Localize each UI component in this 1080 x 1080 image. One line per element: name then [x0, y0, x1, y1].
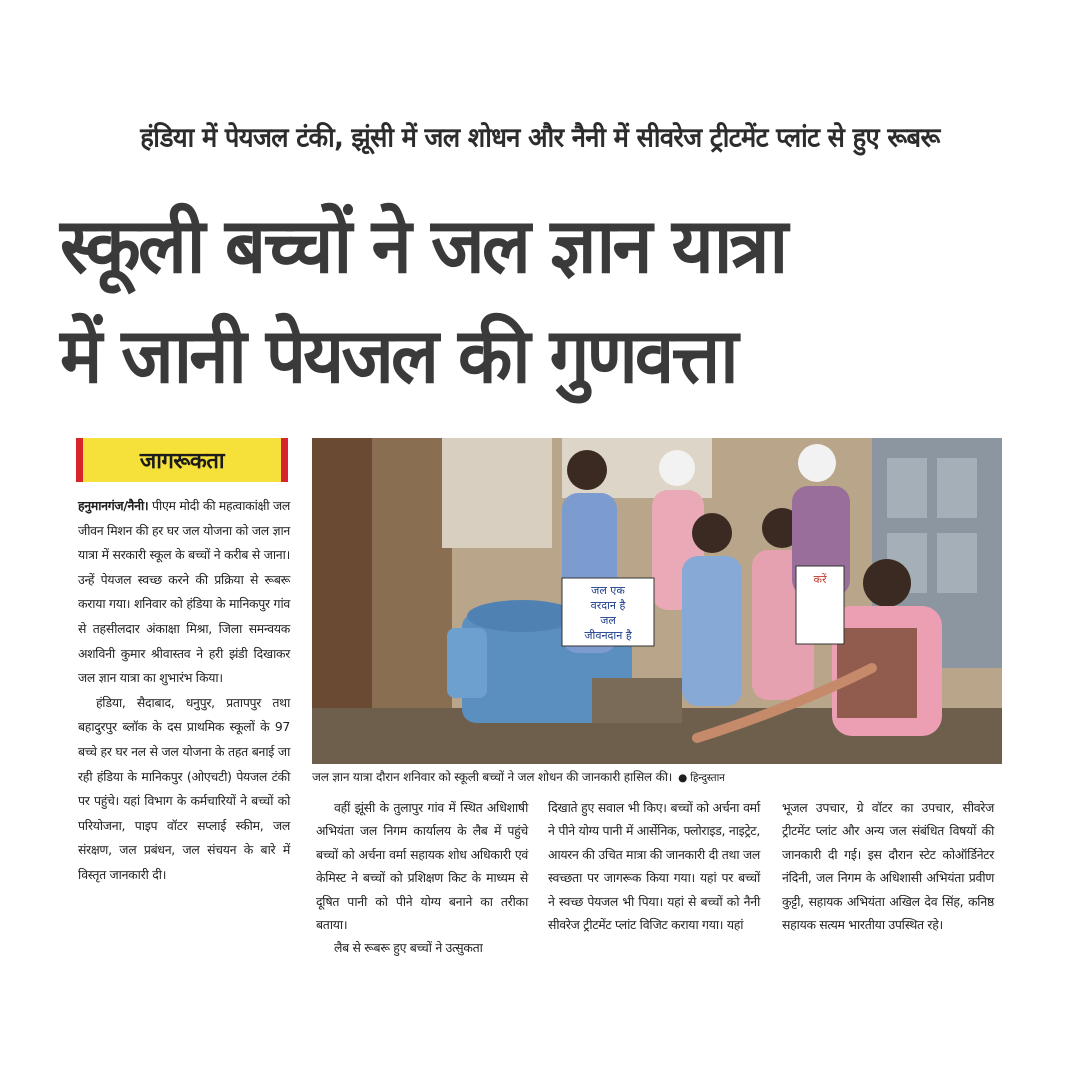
photo-pipe-base — [592, 678, 682, 723]
news-photo — [312, 438, 1002, 764]
article-column-2 — [316, 796, 528, 960]
photo-valve-motor — [447, 628, 487, 698]
headline-line-2: में जानी पेयजल की गुणवत्ता — [60, 311, 736, 400]
caption-text: जल ज्ञान यात्रा दौरान शनिवार को स्कूली बच्चों ने जल शोधन की जानकारी हासिल की। — [312, 770, 673, 784]
photo-child-head-6 — [863, 559, 911, 607]
photo-cabinet — [442, 438, 552, 548]
paragraph-2: हंडिया, सैदाबाद, धनुपुर, प्रतापपुर तथा बहादुरपुर ब्लॉक के दस प्राथमिक स्कूलों के 97 बच्चे हर घर नल से जल योजना के तहत बनाई जा रही हंडिया के मानिकपुर (ओएचटी) पेयजल टंकी पर पहुंचे। यहां विभाग के कर्मचारियों ने बच्चों को परियोजना, पाइप वॉटर सप्लाई स्कीम, जल संरक्षण, जल प्रबंधन, जल संचयन के बारे में विस्तृत जानकारी दी। — [78, 694, 290, 882]
column-2-paragraph-2: लैब से रूबरू हुए बच्चों ने उत्सुकता — [334, 940, 483, 956]
placard-1-line-3: जल — [600, 614, 616, 627]
article-column-3 — [548, 796, 760, 936]
photo-child-sash-6 — [837, 628, 917, 718]
photo-child-head-3 — [692, 513, 732, 553]
article-column-1 — [78, 494, 290, 888]
section-tag-label: जागरूकता — [139, 449, 225, 474]
photo-child-head-1 — [567, 450, 607, 490]
placard-1-line-1: जल एक — [591, 584, 625, 597]
column-2-paragraph-1: वहीं झूंसी के तुलापुर गांव में स्थित अधिशाषी अभियंता जल निगम कार्यालय के लैब में पहुंचे बच्चों को अर्चना वर्मा सहायक शोध अधिकारी एवं केमिस्ट ने बच्चों को प्रशिक्षण किट के माध्यम से दूषित पानी को पीने योग्य बनाने का तरीका बताया। — [316, 800, 528, 933]
photo-child-uniform-3 — [682, 556, 742, 706]
placard-2-text: करें — [813, 573, 827, 586]
photo-panel-door-2 — [937, 458, 977, 518]
section-tag — [76, 438, 288, 482]
kicker-headline: हंडिया में पेयजल टंकी, झूंसी में जल शोधन और नैनी में सीवरेज ट्रीटमेंट प्लांट से हुए रूबरू — [140, 122, 940, 154]
paragraph-1 — [78, 494, 290, 691]
caption-credit: ● हिन्दुस्तान — [678, 772, 725, 784]
dateline: हनुमानगंज/नैनी। — [78, 498, 149, 513]
column-3-paragraph-1: दिखाते हुए सवाल भी किए। बच्चों को अर्चना वर्मा ने पीने योग्य पानी में आर्सेनिक, फ्लोराइड, नाइट्रेट, आयरन की उचित मात्रा की जानकारी दी तथा जल स्वच्छता पर जागरूक किया गया। यहां पर बच्चों ने स्वच्छ पेयजल भी पिया। यहां से बच्चों को नैनी सीवरेज ट्रीटमेंट प्लांट विजिट कराया गया। यहां — [548, 800, 760, 933]
article-column-4 — [782, 796, 994, 936]
photo-child-cap-5 — [798, 444, 836, 482]
placard-1-line-2: वरदान है — [590, 599, 626, 612]
placard-1-line-4: जीवनदान है — [584, 629, 632, 642]
photo-valve-wheel — [467, 600, 577, 632]
photo-panel-door-1 — [887, 458, 927, 518]
column-4-paragraph-1: भूजल उपचार, ग्रे वॉटर का उपचार, सीवरेज ट्रीटमेंट प्लांट और अन्य जल संबंधित विषयों की जानकारी दी गई। इस दौरान स्टेट कोऑर्डिनेटर नंदिनी, जल निगम के अधिशासी अभियंता प्रवीण कुट्टी, सहायक अभियंता अखिल देव सिंह, कनिष्ठ सहायक सत्यम भारतीया उपस्थित रहे। — [782, 800, 994, 933]
photo-panel-door-4 — [937, 533, 977, 593]
headline-line-1: स्कूली बच्चों ने जल ज्ञान यात्रा — [60, 201, 786, 290]
photo-caption — [312, 768, 1002, 787]
photo-child-cap-2 — [659, 450, 695, 486]
paragraph-1-text: पीएम मोदी की महत्वाकांक्षी जल जीवन मिशन की हर घर जल योजना को जल ज्ञान यात्रा में सरकारी स्कूल के बच्चों ने करीब से जाना। उन्हें पेयजल स्वच्छ करने की प्रक्रिया से रूबरू कराया गया। शनिवार को हंडिया के मानिकपुर गांव से तहसीलदार अंकाक्षा मिश्रा, जिला समन्वयक अशविनी कुमार श्रीवास्तव ने हरी झंडी दिखाकर जल ज्ञान यात्रा का शुभारंभ किया। — [78, 498, 291, 686]
photo-illustration — [312, 438, 1002, 764]
